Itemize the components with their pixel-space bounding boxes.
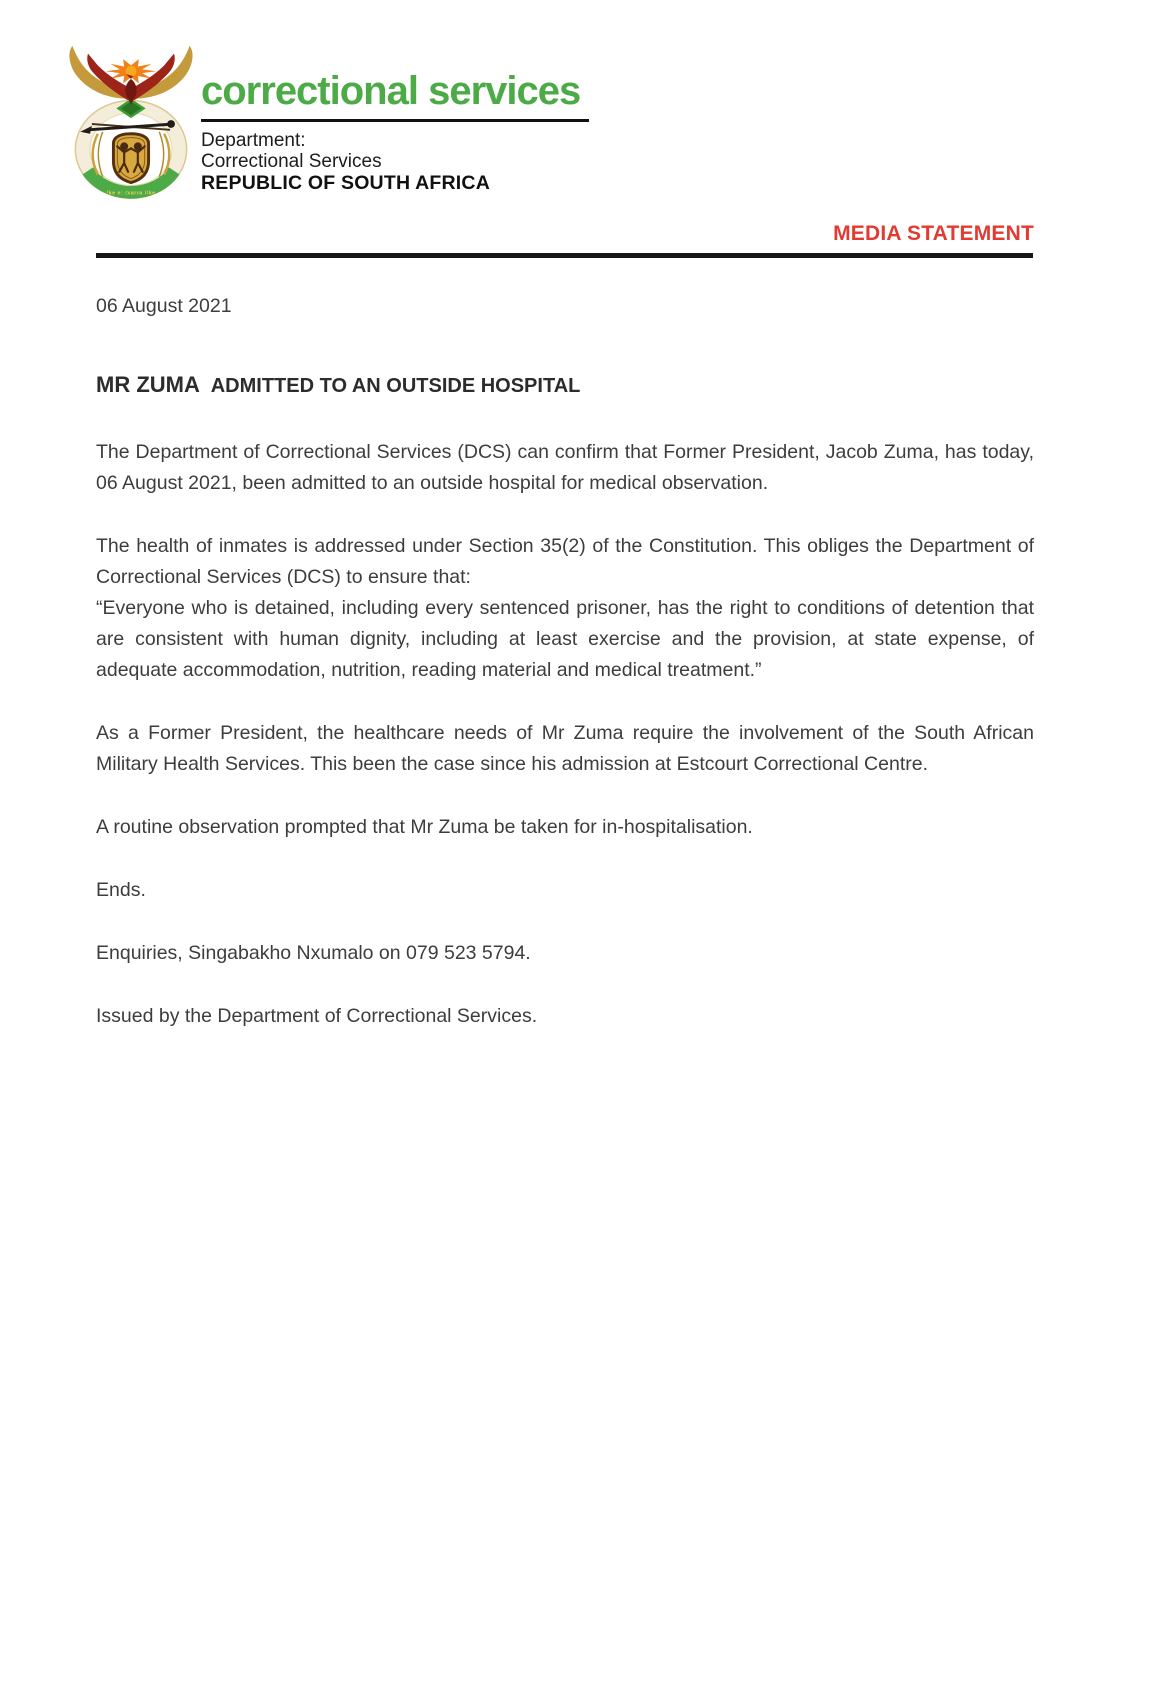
paragraph-ends: Ends.: [96, 879, 146, 901]
paragraph-enquiries: Enquiries, Singabakho Nxumalo on 079 523 5794.: [96, 942, 531, 964]
paragraph-routine-observation: A routine observation prompted that Mr Zuma be taken for in-hospitalisation.: [96, 816, 753, 838]
header-divider: [96, 253, 1033, 258]
paragraph-military-health: As a Former President, the healthcare needs of Mr Zuma require the involvement of the South African Military Health Services. This been the case since his admission at Estcourt Correctional Centre.: [96, 722, 1034, 775]
paragraph-constitution-quote: “Everyone who is detained, including every sentenced prisoner, has the right to conditions of detention that are consistent with human dignity, including at least exercise and the provision, at state expense, of adequate accommodation, nutrition, reading material and medical treatment.”: [96, 597, 1034, 681]
brand-block: [201, 40, 589, 194]
department-name: Correctional Services: [201, 151, 382, 172]
document-body: [96, 291, 1034, 1032]
paragraph-confirmation: The Department of Correctional Services (DCS) can confirm that Former President, Jacob Zuma, has today, 06 August 2021, been admitted to an outside hospital for medical observation.: [96, 441, 1034, 494]
coat-of-arms-motto: !ke e: /xarra //ke: [106, 190, 156, 197]
south-african-coat-of-arms-icon: [62, 40, 200, 206]
brand-divider: [201, 119, 589, 122]
statement-title-lead: MR ZUMA: [96, 372, 200, 397]
department-label: Department:: [201, 130, 306, 151]
statement-date: 06 August 2021: [96, 295, 232, 317]
media-statement-label: MEDIA STATEMENT: [833, 222, 1034, 245]
country-name: REPUBLIC OF SOUTH AFRICA: [201, 172, 490, 194]
statement-title-rest: ADMITTED TO AN OUTSIDE HOSPITAL: [210, 375, 581, 397]
paragraph-issued-by: Issued by the Department of Correctional Services.: [96, 1005, 538, 1027]
paragraph-constitution: The health of inmates is addressed under Section 35(2) of the Constitution. This obliges the Department of Correctional Services (DCS) to ensure that:: [96, 535, 1034, 588]
letterhead: [62, 40, 589, 206]
brand-wordmark: correctional services: [201, 69, 581, 113]
statement-title: [96, 367, 1034, 399]
